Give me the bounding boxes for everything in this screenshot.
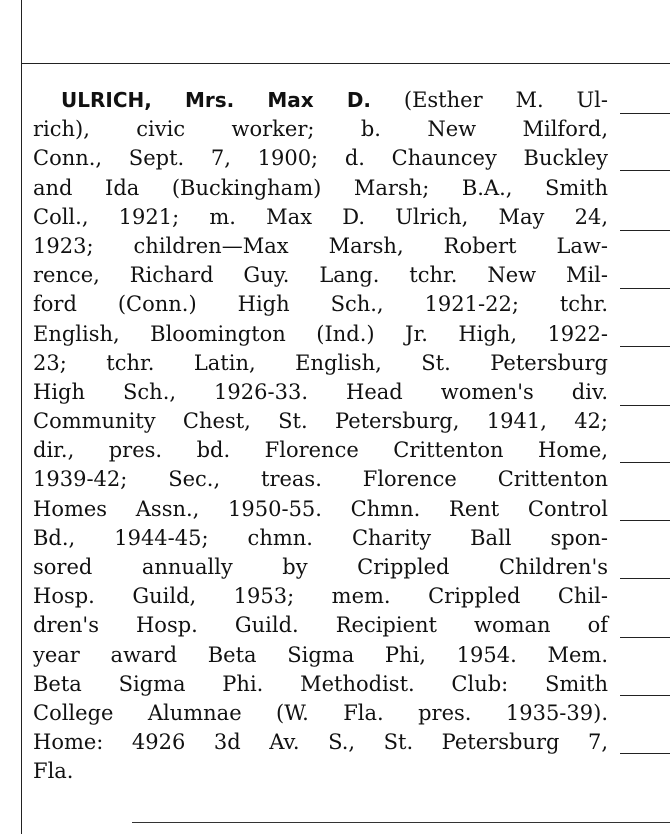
entry-text: sored annually by Crippled Children's <box>33 555 608 579</box>
entry-text: English, Bloomington (Ind.) Jr. High, 1922- <box>33 321 608 346</box>
entry-text: and Ida (Buckingham) Marsh; B.A., Smith <box>33 175 608 200</box>
right-margin-rule <box>620 230 670 231</box>
entry-line <box>33 320 608 349</box>
entry-line <box>33 115 608 144</box>
entry-line <box>33 261 608 290</box>
right-margin-rule <box>620 170 670 171</box>
entry-text: Home: 4926 3d Av. S., St. Petersburg 7, <box>33 730 608 755</box>
right-margin-rule <box>620 288 670 289</box>
right-margin-rule <box>620 578 670 579</box>
entry-line <box>33 203 608 232</box>
entry-text: year award Beta Sigma Phi, 1954. Mem. <box>33 642 608 667</box>
entry-text: 1939-42; Sec., treas. Florence Crittenton <box>33 467 608 492</box>
entry-text: rence, Richard Guy. Lang. tchr. New Mil- <box>33 263 608 288</box>
entry-line <box>33 290 608 319</box>
entry-text: 1923; children—Max Marsh, Robert Law- <box>33 233 608 258</box>
right-margin-rule <box>620 637 670 638</box>
entry-text: Community Chest, St. Petersburg, 1941, 42; <box>33 409 608 434</box>
entry-name-heading: ULRICH, Mrs. Max D. <box>61 88 372 112</box>
bottom-divider-rule <box>132 822 670 823</box>
entry-text: Conn., Sept. 7, 1900; d. Chauncey Buckley <box>33 146 608 171</box>
top-divider-rule <box>21 63 670 64</box>
entry-text: 23; tchr. Latin, English, St. Petersburg <box>33 350 608 375</box>
entry-line <box>33 670 608 699</box>
entry-text: (Esther M. Ul- <box>371 88 608 112</box>
entry-line <box>33 553 608 582</box>
entry-line <box>33 378 608 407</box>
entry-line <box>33 728 608 757</box>
entry-line <box>33 144 608 173</box>
entry-line <box>33 757 608 786</box>
entry-line <box>33 86 608 115</box>
entry-line <box>33 174 608 203</box>
entry-line <box>33 232 608 261</box>
entry-text: Hosp. Guild, 1953; mem. Crippled Chil- <box>33 584 608 609</box>
entry-text: Beta Sigma Phi. Methodist. Club: Smith <box>33 671 608 696</box>
entry-text: ford (Conn.) High Sch., 1921-22; tchr. <box>33 292 608 317</box>
right-margin-rule <box>620 405 670 406</box>
entry-text: Homes Assn., 1950-55. Chmn. Rent Control <box>33 496 608 521</box>
entry-line <box>33 611 608 640</box>
entry-line <box>33 641 608 670</box>
biography-entry <box>33 86 608 787</box>
entry-text: dren's Hosp. Guild. Recipient woman of <box>33 613 608 638</box>
entry-line <box>33 582 608 611</box>
entry-text: Bd., 1944-45; chmn. Charity Ball spon- <box>33 525 608 550</box>
entry-text: College Alumnae (W. Fla. pres. 1935-39). <box>33 700 608 725</box>
right-margin-rule <box>620 462 670 463</box>
entry-line <box>33 699 608 728</box>
entry-text: dir., pres. bd. Florence Crittenton Home, <box>33 438 608 463</box>
right-margin-rule <box>620 346 670 347</box>
right-margin-rule <box>620 695 670 696</box>
left-margin-rule <box>21 0 22 834</box>
right-margin-rule <box>620 520 670 521</box>
entry-text: High Sch., 1926-33. Head women's div. <box>33 379 608 404</box>
right-margin-rule <box>620 113 670 114</box>
entry-line <box>33 436 608 465</box>
entry-line <box>33 349 608 378</box>
entry-line <box>33 495 608 524</box>
entry-text: Coll., 1921; m. Max D. Ulrich, May 24, <box>33 204 608 229</box>
entry-line <box>33 524 608 553</box>
entry-text: Fla. <box>33 759 74 784</box>
right-margin-rule <box>620 753 670 754</box>
entry-line <box>33 407 608 436</box>
entry-line <box>33 465 608 494</box>
entry-text: rich), civic worker; b. New Milford, <box>33 117 608 142</box>
